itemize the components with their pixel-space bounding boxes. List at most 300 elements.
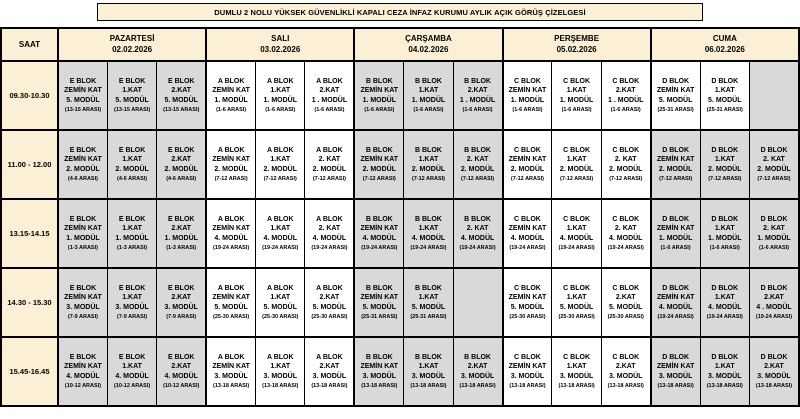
block-label: E BLOK (168, 354, 195, 362)
block-label: D BLOK (662, 216, 690, 224)
block-label: C BLOK (612, 285, 640, 293)
floor-label: ZEMİN KAT (212, 294, 250, 302)
module-label: 5. MODÜL (411, 303, 446, 311)
schedule-cell (552, 130, 601, 199)
schedule-cell (404, 268, 453, 337)
block-label: C BLOK (514, 216, 541, 224)
floor-label: 2.KAT (319, 363, 340, 371)
floor-label: ZEMİN KAT (656, 294, 695, 302)
range-label: (25-30 ARASI) (311, 313, 348, 320)
floor-label: 2. KAT (318, 225, 341, 233)
block-label: C BLOK (514, 147, 541, 155)
floor-label: ZEMİN KAT (360, 294, 399, 302)
range-label: (25-31 ARASI) (657, 106, 694, 113)
block-label: B BLOK (365, 147, 393, 155)
block-label: A BLOK (217, 285, 245, 293)
floor-label: 2.KAT (171, 87, 192, 95)
module-label: 3. MODÜL (66, 303, 100, 311)
schedule-cell (552, 337, 601, 406)
schedule-row (1, 199, 799, 268)
block-label: C BLOK (563, 78, 591, 86)
schedule-cell (700, 337, 749, 406)
range-label: (13-18 ARASI) (213, 382, 250, 389)
range-label: (1-6 ARASI) (413, 106, 444, 113)
schedule-cell (58, 61, 107, 130)
module-label: 1. MODÜL (115, 234, 149, 242)
range-label: (19-24 ARASI) (213, 244, 250, 251)
floor-label: ZEMİN KAT (212, 363, 250, 371)
module-label: 5. MODÜL (115, 96, 149, 104)
floor-label: ZEMİN KAT (508, 156, 547, 164)
floor-label: 1.KAT (418, 156, 439, 164)
schedule-cell (749, 337, 799, 406)
range-label: (7-12 ARASI) (263, 175, 297, 182)
module-label: 2. MODÜL (66, 165, 100, 173)
module-label: 4. MODÜL (115, 372, 149, 380)
block-label: D BLOK (711, 78, 739, 86)
floor-label: 1.KAT (714, 156, 735, 164)
range-label: (19-24 ARASI) (361, 244, 398, 251)
floor-label: 1.KAT (418, 294, 439, 302)
day-name: SALI (271, 34, 290, 44)
block-label: B BLOK (365, 285, 393, 293)
block-label: D BLOK (711, 354, 739, 362)
floor-label: 1.KAT (714, 225, 735, 233)
floor-label: 2.KAT (764, 363, 784, 371)
block-label: A BLOK (316, 354, 343, 362)
module-label: 2. MODÜL (411, 165, 446, 173)
schedule-cell (552, 268, 601, 337)
schedule-cell (503, 61, 552, 130)
schedule-cell (206, 268, 255, 337)
block-label: A BLOK (316, 216, 343, 224)
block-label: A BLOK (217, 216, 245, 224)
floor-label: 2. KAT (318, 156, 341, 164)
block-label: A BLOK (217, 147, 245, 155)
module-label: 5. MODÜL (510, 303, 545, 311)
floor-label: 1.KAT (418, 87, 439, 95)
schedule-cell (157, 61, 206, 130)
module-label: 5. MODÜL (164, 96, 198, 104)
module-label: 5. MODÜL (658, 96, 693, 104)
floor-label: 1.KAT (714, 363, 735, 371)
floor-label: ZEMİN KAT (64, 156, 102, 164)
schedule-cell (354, 337, 403, 406)
block-label: D BLOK (760, 354, 788, 362)
floor-label: 1.KAT (566, 225, 587, 233)
schedule-cell (601, 199, 650, 268)
floor-label: ZEMİN KAT (508, 363, 547, 371)
schedule-cell (700, 199, 749, 268)
block-label: A BLOK (266, 216, 294, 224)
block-label: E BLOK (118, 147, 146, 155)
block-label: D BLOK (662, 78, 690, 86)
block-label: E BLOK (69, 354, 97, 362)
range-label: (13-15 ARASI) (163, 106, 200, 113)
module-label: 3. MODÜL (658, 372, 693, 380)
schedule-cell (305, 337, 354, 406)
range-label: (1-6 ARASI) (265, 106, 296, 113)
module-label: 5. MODÜL (362, 303, 397, 311)
schedule-cell (503, 337, 552, 406)
range-label: (13-18 ARASI) (657, 382, 694, 389)
block-label: D BLOK (760, 147, 788, 155)
schedule-cell (157, 130, 206, 199)
block-label: A BLOK (316, 78, 343, 86)
module-label: 2. MODÜL (757, 165, 791, 173)
block-label: E BLOK (168, 216, 195, 224)
schedule-cell (354, 199, 403, 268)
schedule-cell (354, 130, 403, 199)
range-label: (10-12 ARASI) (114, 382, 151, 389)
block-label: B BLOK (415, 216, 442, 224)
day-name: CUMA (712, 34, 737, 44)
schedule-cell (749, 130, 799, 199)
block-label: E BLOK (118, 216, 146, 224)
schedule-cell (453, 130, 502, 199)
floor-label: ZEMİN KAT (64, 225, 102, 233)
floor-label: ZEMİN KAT (212, 87, 250, 95)
module-label: 4. MODÜL (510, 234, 545, 242)
range-label: (1-6 ARASI) (660, 244, 691, 251)
schedule-row (1, 337, 799, 406)
page-title: DUMLU 2 NOLU YÜKSEK GÜVENLİKLİ KAPALI CEZA İNFAZ KURUMU AYLIK AÇIK GÖRÜŞ ÇİZELGESİ (97, 3, 703, 21)
schedule-row (1, 61, 799, 130)
block-label: B BLOK (415, 285, 442, 293)
schedule-table (0, 27, 800, 407)
floor-label: ZEMİN KAT (656, 156, 695, 164)
time-cell: 13.15-14.15 (1, 199, 58, 268)
block-label: B BLOK (464, 147, 491, 155)
floor-label: 2. KAT (614, 156, 637, 164)
floor-label: 1.KAT (566, 294, 587, 302)
schedule-cell (601, 268, 650, 337)
schedule-cell (157, 199, 206, 268)
module-label: 4. MODÜL (263, 234, 297, 242)
floor-label: 2. KAT (466, 156, 489, 164)
schedule-cell (552, 199, 601, 268)
schedule-cell (256, 61, 305, 130)
schedule-cell (700, 268, 749, 337)
range-label: (19-24 ARASI) (459, 244, 496, 251)
schedule-cell (700, 61, 749, 130)
block-label: B BLOK (415, 78, 442, 86)
block-label: E BLOK (69, 78, 97, 86)
module-label: 2. MODÜL (460, 165, 495, 173)
block-label: A BLOK (266, 147, 294, 155)
range-label: (10-12 ARASI) (64, 382, 102, 389)
table-header (1, 28, 799, 61)
day-name: PAZARTESİ (109, 34, 155, 44)
block-label: A BLOK (217, 354, 245, 362)
module-label: 4. MODÜL (312, 234, 347, 242)
schedule-cell (305, 199, 354, 268)
floor-label: 2. KAT (614, 225, 637, 233)
schedule-cell (256, 130, 305, 199)
floor-label: 1.KAT (566, 363, 587, 371)
day-date: 04.02.2026 (408, 44, 449, 54)
range-label: (7-12 ARASI) (214, 175, 248, 182)
module-label: 1. MODÜL (708, 234, 742, 242)
module-label: 3. MODÜL (757, 372, 791, 380)
floor-label: 2.KAT (171, 156, 192, 164)
schedule-cell (58, 337, 107, 406)
schedule-cell (651, 130, 700, 199)
range-label: (13-15 ARASI) (64, 106, 102, 113)
module-label: 3. MODÜL (214, 372, 248, 380)
block-label: B BLOK (415, 147, 442, 155)
block-label: D BLOK (662, 354, 690, 362)
module-label: 1. MODÜL (66, 234, 100, 242)
time-cell: 11.00 - 12.00 (1, 130, 58, 199)
schedule-row (1, 268, 799, 337)
range-label: (25-30 ARASI) (262, 313, 299, 320)
module-label: 5. MODÜL (214, 303, 248, 311)
range-label: (13-18 ARASI) (755, 382, 793, 389)
floor-label: ZEMİN KAT (508, 225, 547, 233)
range-label: (13-18 ARASI) (558, 382, 595, 389)
module-label: 4. MODÜL (66, 372, 100, 380)
module-label: 2. MODÜL (312, 165, 347, 173)
schedule-cell (651, 61, 700, 130)
module-label: 1 . MODÜL (311, 96, 348, 104)
header-row (1, 28, 799, 61)
floor-label: 1.KAT (122, 225, 142, 233)
range-label: (10-12 ARASI) (163, 382, 200, 389)
module-label: 3. MODÜL (263, 372, 297, 380)
module-label: 2. MODÜL (164, 165, 198, 173)
module-label: 1. MODÜL (362, 96, 397, 104)
floor-label: 1.KAT (418, 363, 439, 371)
module-label: 4 . MODÜL (756, 303, 792, 311)
floor-label: 1.KAT (122, 156, 142, 164)
module-label: 5. MODÜL (66, 96, 100, 104)
floor-label: 2.KAT (171, 363, 192, 371)
schedule-cell (256, 337, 305, 406)
range-label: (19-24 ARASI) (410, 244, 447, 251)
module-label: 3. MODÜL (164, 303, 198, 311)
floor-label: 1.KAT (566, 87, 587, 95)
module-label: 1. MODÜL (658, 234, 693, 242)
range-label: (25-30 ARASI) (607, 313, 644, 320)
block-label: B BLOK (464, 78, 491, 86)
floor-label: 1.KAT (270, 156, 291, 164)
module-label: 2. MODÜL (214, 165, 248, 173)
range-label: (1-6 ARASI) (512, 106, 543, 113)
floor-label: 1.KAT (566, 156, 587, 164)
range-label: (13-15 ARASI) (114, 106, 151, 113)
range-label: (1-3 ARASI) (117, 244, 148, 251)
module-label: 4. MODÜL (411, 234, 446, 242)
range-label: (19-24 ARASI) (607, 244, 644, 251)
empty-cell (749, 61, 799, 130)
range-label: (25-30 ARASI) (213, 313, 250, 320)
module-label: 2. MODÜL (510, 165, 545, 173)
block-label: C BLOK (514, 354, 541, 362)
range-label: (13-18 ARASI) (459, 382, 496, 389)
time-cell: 14.30 - 15.30 (1, 268, 58, 337)
module-label: 4. MODÜL (164, 372, 198, 380)
module-label: 4. MODÜL (708, 303, 742, 311)
time-column-header: SAAT (1, 28, 58, 61)
floor-label: 2. KAT (763, 156, 785, 164)
floor-label: 1.KAT (270, 294, 291, 302)
range-label: (19-24 ARASI) (755, 313, 793, 320)
day-name: ÇARŞAMBA (405, 34, 452, 44)
range-label: (7-12 ARASI) (312, 175, 346, 182)
range-label: (7-12 ARASI) (560, 175, 594, 182)
floor-label: 2.KAT (615, 294, 636, 302)
range-label: (13-18 ARASI) (706, 382, 743, 389)
floor-label: ZEMİN KAT (656, 225, 695, 233)
floor-label: ZEMİN KAT (360, 156, 399, 164)
module-label: 1. MODÜL (214, 96, 248, 104)
module-label: 3. MODÜL (411, 372, 446, 380)
day-date: 03.02.2026 (260, 44, 301, 54)
range-label: (19-24 ARASI) (311, 244, 348, 251)
block-label: C BLOK (514, 285, 541, 293)
floor-label: ZEMİN KAT (64, 294, 102, 302)
block-label: E BLOK (168, 285, 195, 293)
range-label: (13-18 ARASI) (607, 382, 644, 389)
block-label: B BLOK (415, 354, 442, 362)
range-label: (1-6 ARASI) (709, 244, 740, 251)
floor-label: 1.KAT (714, 294, 735, 302)
range-label: (1-3 ARASI) (67, 244, 98, 251)
floor-label: 1.KAT (270, 225, 291, 233)
floor-label: 1.KAT (270, 87, 291, 95)
block-label: B BLOK (365, 216, 393, 224)
range-label: (13-18 ARASI) (311, 382, 348, 389)
schedule-cell (453, 199, 502, 268)
module-label: 1. MODÜL (757, 234, 791, 242)
floor-label: 2.KAT (171, 225, 192, 233)
day-name: PERŞEMBE (554, 34, 600, 44)
module-label: 1. MODÜL (559, 96, 594, 104)
block-label: C BLOK (563, 216, 591, 224)
module-label: 2. MODÜL (609, 165, 643, 173)
range-label: (19-24 ARASI) (509, 244, 546, 251)
module-label: 4. MODÜL (609, 234, 643, 242)
day-header-3 (354, 28, 502, 61)
schedule-cell (503, 199, 552, 268)
floor-label: 2.KAT (615, 87, 636, 95)
range-label: (25-31 ARASI) (361, 313, 398, 320)
block-label: A BLOK (266, 354, 294, 362)
time-cell: 09.30-10.30 (1, 61, 58, 130)
range-label: (7-12 ARASI) (708, 175, 742, 182)
block-label: A BLOK (266, 78, 294, 86)
schedule-cell (552, 61, 601, 130)
range-label: (13-18 ARASI) (410, 382, 447, 389)
schedule-cell (58, 268, 107, 337)
module-label: 1. MODÜL (263, 96, 297, 104)
schedule-cell (58, 130, 107, 199)
floor-label: 1.KAT (418, 225, 439, 233)
block-label: C BLOK (514, 78, 541, 86)
floor-label: 2.KAT (467, 363, 488, 371)
range-label: (7-9 ARASI) (117, 313, 148, 320)
block-label: C BLOK (612, 216, 640, 224)
schedule-cell (305, 130, 354, 199)
module-label: 3. MODÜL (362, 372, 397, 380)
floor-label: 2.KAT (171, 294, 192, 302)
module-label: 3. MODÜL (510, 372, 545, 380)
block-label: D BLOK (662, 285, 690, 293)
range-label: (25-30 ARASI) (509, 313, 546, 320)
block-label: C BLOK (563, 147, 591, 155)
range-label: (1-6 ARASI) (314, 106, 345, 113)
schedule-cell (404, 130, 453, 199)
schedule-cell (503, 268, 552, 337)
block-label: E BLOK (69, 285, 97, 293)
block-label: A BLOK (266, 285, 294, 293)
floor-label: ZEMİN KAT (64, 363, 102, 371)
block-label: B BLOK (365, 78, 393, 86)
block-label: D BLOK (711, 285, 739, 293)
range-label: (19-24 ARASI) (706, 313, 743, 320)
block-label: E BLOK (168, 147, 195, 155)
block-label: B BLOK (365, 354, 393, 362)
module-label: 3. MODÜL (559, 372, 594, 380)
block-label: A BLOK (217, 78, 245, 86)
range-label: (7-12 ARASI) (362, 175, 396, 182)
block-label: C BLOK (612, 147, 640, 155)
range-label: (19-24 ARASI) (657, 313, 694, 320)
range-label: (4-6 ARASI) (67, 175, 98, 182)
schedule-cell (651, 268, 700, 337)
range-label: (25-31 ARASI) (706, 106, 743, 113)
schedule-cell (700, 130, 749, 199)
module-label: 3. MODÜL (312, 372, 347, 380)
schedule-cell (749, 199, 799, 268)
schedule-cell (601, 130, 650, 199)
schedule-cell (107, 130, 156, 199)
floor-label: ZEMİN KAT (212, 156, 250, 164)
day-date: 02.02.2026 (112, 44, 153, 54)
floor-label: ZEMİN KAT (508, 294, 547, 302)
range-label: (4-6 ARASI) (166, 175, 197, 182)
floor-label: ZEMİN KAT (212, 225, 250, 233)
module-label: 4. MODÜL (460, 234, 495, 242)
module-label: 1. MODÜL (510, 96, 545, 104)
floor-label: 1.KAT (122, 363, 142, 371)
block-label: A BLOK (316, 285, 343, 293)
block-label: B BLOK (464, 354, 491, 362)
floor-label: 1.KAT (714, 87, 735, 95)
floor-label: 1.KAT (122, 87, 142, 95)
range-label: (1-6 ARASI) (561, 106, 592, 113)
empty-cell (453, 268, 502, 337)
module-label: 3. MODÜL (708, 372, 742, 380)
floor-label: 1.KAT (270, 363, 291, 371)
module-label: 2. MODÜL (708, 165, 742, 173)
floor-label: ZEMİN KAT (508, 87, 547, 95)
floor-label: 2.KAT (764, 294, 784, 302)
module-label: 3. MODÜL (115, 303, 149, 311)
range-label: (25-31 ARASI) (410, 313, 447, 320)
block-label: E BLOK (118, 78, 146, 86)
module-label: 1. MODÜL (411, 96, 446, 104)
range-label: (7-9 ARASI) (67, 313, 98, 320)
module-label: 4. MODÜL (559, 234, 594, 242)
module-label: 4. MODÜL (214, 234, 248, 242)
floor-label: 2.KAT (467, 87, 488, 95)
floor-label: 2.KAT (319, 294, 340, 302)
module-label: 1 . MODÜL (608, 96, 644, 104)
range-label: (4-6 ARASI) (117, 175, 148, 182)
block-label: E BLOK (118, 354, 146, 362)
